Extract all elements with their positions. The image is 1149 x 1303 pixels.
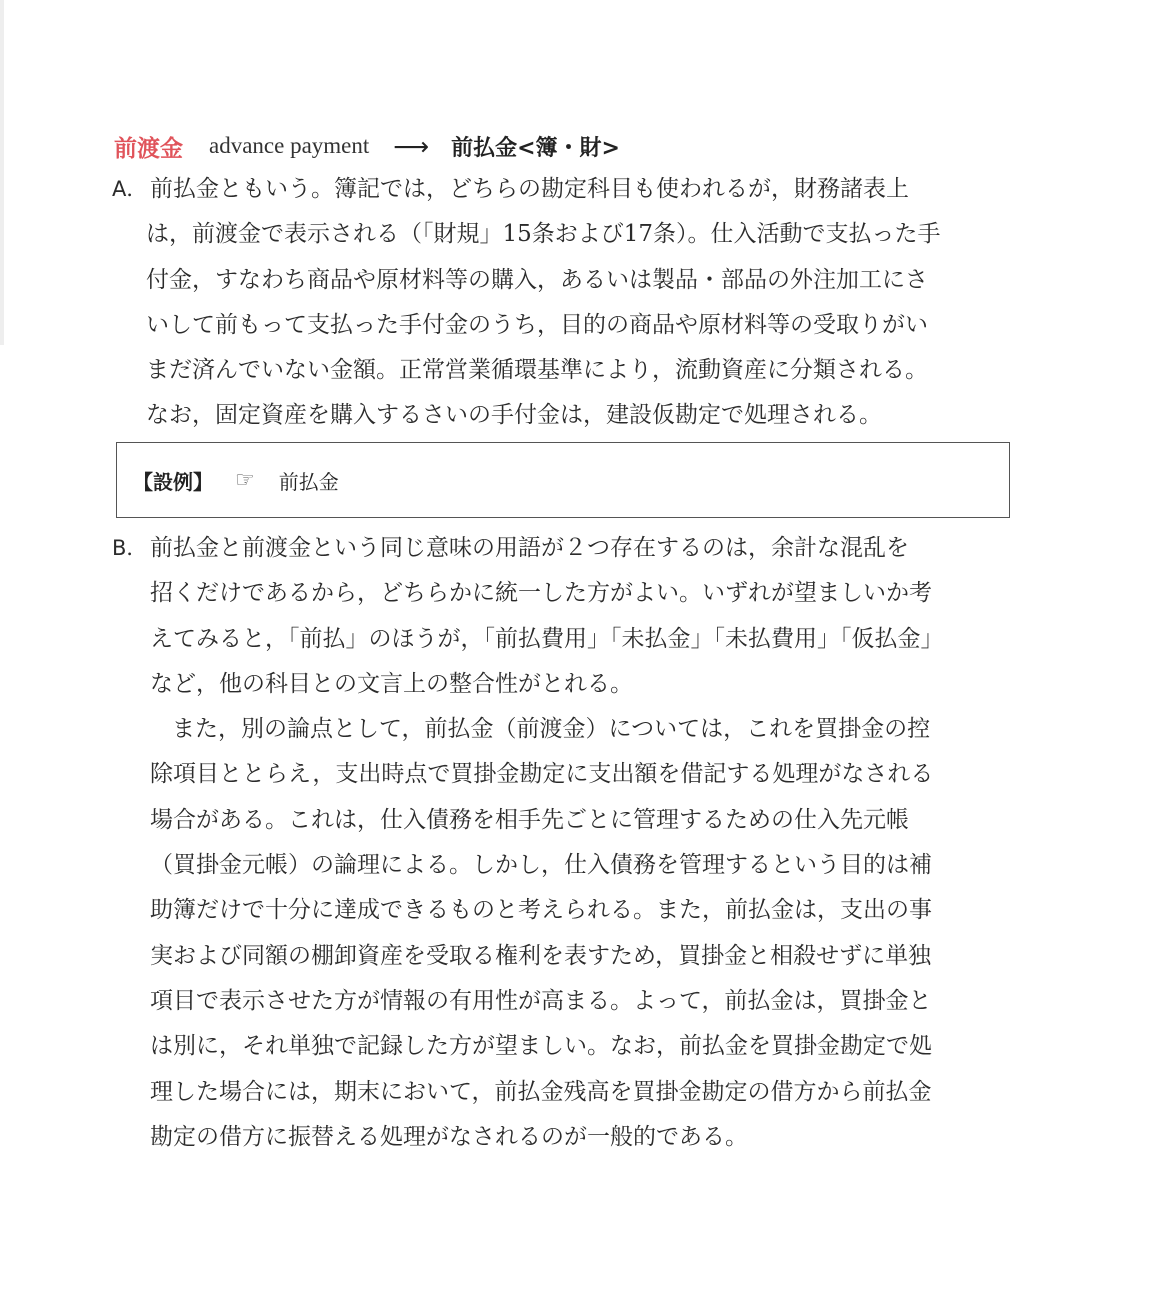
section-a-text: 前払金ともいう。簿記では，どちらの勘定科目も使われるが，財務諸表上: [150, 176, 909, 202]
section-a-line: 付金，すなわち商品や原材料等の購入，あるいは製品・部品の外注加工にさ: [146, 266, 928, 293]
section-b-line: [112, 526, 944, 571]
section-b-line: 助簿だけで十分に達成できるものと考えられる。また，前払金は，支出の事: [150, 897, 932, 924]
section-a-line: [112, 167, 941, 212]
cross-reference-term: 前払金<簿・財>: [451, 135, 620, 161]
example-label: 【設例】: [133, 469, 213, 494]
section-a-line: いして前もって支払った手付金のうち，目的の商品や原材料等の受取りがい: [146, 311, 928, 338]
section-b-line: また，別の論点として，前払金（前渡金）については，これを買掛金の控: [172, 716, 931, 743]
section-b-line: は別に，それ単独で記録した方が望ましい。なお，前払金を買掛金勘定で処: [150, 1033, 932, 1060]
pointing-hand-icon: ☞: [235, 467, 255, 493]
example-term: 前払金: [278, 469, 339, 494]
entry-headword: 前渡金: [114, 134, 183, 162]
section-a: [112, 167, 941, 439]
section-a-line: なお，固定資産を購入するさいの手付金は，建設仮勘定で処理される。: [146, 402, 882, 429]
page-edge-shadow: [0, 0, 4, 345]
section-b-line: 勘定の借方に振替える処理がなされるのが一般的である。: [150, 1123, 748, 1150]
section-a-line: まだ済んでいない金額。正常営業循環基準により，流動資産に分類される。: [146, 357, 928, 384]
section-b-line: など，他の科目との文言上の整合性がとれる。: [150, 670, 633, 697]
section-b-marker: B．: [112, 536, 148, 560]
section-b-line: えてみると，「前払」のほうが，「前払費用」「未払金」「未払費用」「仮払金」: [150, 625, 944, 652]
section-b-text: 前払金と前渡金という同じ意味の用語が２つ存在するのは，余計な混乱を: [150, 535, 909, 561]
section-b: [112, 526, 944, 1160]
section-b-line: 招くだけであるから，どちらかに統一した方がよい。いずれが望ましいか考: [150, 580, 932, 607]
section-a-marker: A．: [112, 177, 148, 201]
section-b-line: 除項目ととらえ，支出時点で買掛金勘定に支出額を借記する処理がなされる: [150, 761, 934, 788]
section-b-line: 理した場合には，期末において，前払金残高を買掛金勘定の借方から前払金: [150, 1078, 932, 1105]
section-a-line: は，前渡金で表示される（「財規」15条および17条）。仕入活動で支払った手: [146, 221, 941, 248]
section-b-line: 場合がある。これは，仕入債務を相手先ごとに管理するための仕入先元帳: [150, 806, 909, 833]
section-b-line: 項目で表示させた方が情報の有用性が高まる。よって，前払金は，買掛金と: [150, 987, 932, 1014]
section-b-line: （買掛金元帳）の論理による。しかし，仕入債務を管理するという目的は補: [150, 852, 932, 879]
see-also-arrow-icon: ⟶: [393, 131, 430, 161]
example-box: [116, 442, 1010, 518]
section-b-line: 実および同額の棚卸資産を受取る権利を表すため，買掛金と相殺せずに単独: [150, 942, 932, 969]
entry-header: [114, 126, 620, 166]
entry-english-term: advance payment: [209, 133, 370, 158]
